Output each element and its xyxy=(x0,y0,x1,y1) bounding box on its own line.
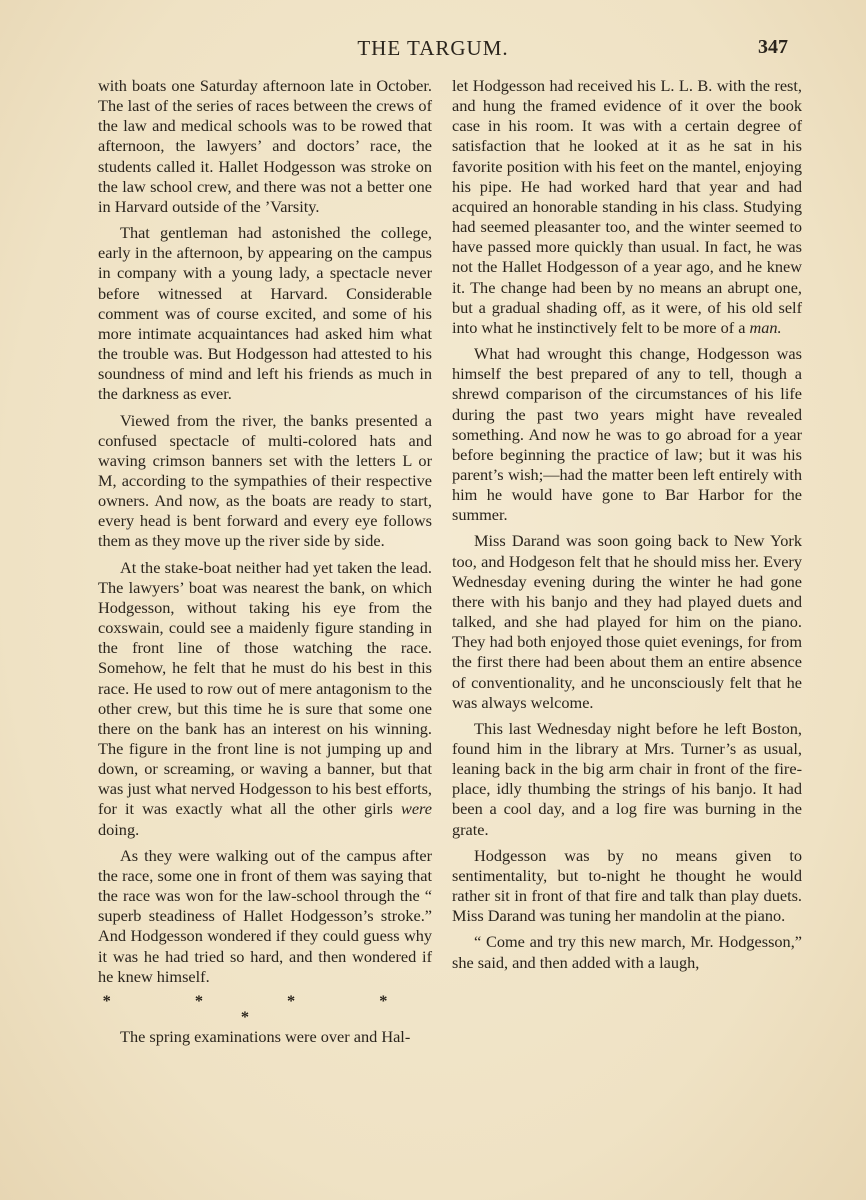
paragraph: Viewed from the river, the banks presented a confused spectacle of multi-colored hats and waving crimson banners set with the letters L or M, according to the sympathies of their respective owners. And now, as the boats are ready to start, every head is bent forward and every eye follows them as they move up the river side by side. xyxy=(98,410,432,551)
italic-word: were xyxy=(400,799,432,819)
paragraph-text: doing. xyxy=(98,819,140,839)
journal-title: THE TARGUM. xyxy=(357,36,509,60)
paragraph: with boats one Saturday afternoon late in October. The last of the series of races between the crews of the law and medical schools was to be rowed that afternoon, the lawyers’ and doctors’ race, the students called it. Hallet Hodgesson was stroke on the law school crew, and there was not a better one in Harvard outside of the ’Varsity. xyxy=(98,76,432,216)
page-number: 347 xyxy=(758,36,788,58)
left-column xyxy=(98,76,432,1053)
running-head xyxy=(0,36,866,66)
paragraph: That gentleman had astonished the college, early in the afternoon, by appearing on the campus in company with a young lady, a spectacle never before witnessed at Harvard. Considerable comment was of course excited, and some of his more intimate acquaintances had asked him what the trouble was. But Hodgesson had attested to his soundness of mind and left his friends as much in the darkness as ever. xyxy=(98,223,432,404)
paragraph xyxy=(452,76,802,338)
paragraph: What had wrought this change, Hodgesson was himself the best prepared of any to tell, though a shrewd comparison of the circumstances of his life during the past two years might have revealed something. And now he was to go abroad for a year before beginning the practice of law; but it was his parent’s wish;—had the matter been left entirely with him he would have gone to Bar Harbor for the summer. xyxy=(452,344,802,525)
paragraph: This last Wednesday night before he left Boston, found him in the library at Mrs. Turner’s as usual, leaning back in the big arm chair in front of the fire-place, idly thumbing the strings of his banjo. It had been a cool day, and a log fire was burning in the grate. xyxy=(452,718,802,839)
italic-word: man. xyxy=(749,317,782,337)
paragraph: The spring examinations were over and Hal- xyxy=(120,1026,411,1046)
paragraph: Hodgesson was by no means given to sentimentality, but to-night he thought he would rather sit in front of that fire and talk than play duets. Miss Darand was tuning her mandolin at the piano. xyxy=(452,845,802,926)
paragraph: “ Come and try this new march, Mr. Hodgesson,” she said, and then added with a laugh, xyxy=(452,932,802,972)
paragraph xyxy=(98,558,432,840)
paragraph: Miss Darand was soon going back to New York too, and Hodgeson felt that he should miss her. Every Wednesday evening during the winter he had gone there with his banjo and they had played duets and talked, and she had played for him on the piano. They had both enjoyed those quiet evenings, for from the first there had been about them an entire absence of conventionality, and he unconsciously felt that he was always welcome. xyxy=(452,531,802,712)
paragraph-text: At the stake-boat neither had yet taken the lead. The lawyers’ boat was nearest the bank, on which Hodgesson, without taking his eye from the coxswain, could see a maidenly figure standing in the front line of those watching the race. Somehow, he felt that he must do his best in this race. He used to row out of mere antagonism to the other crew, but this time he is sure that some one there on the bank has an interest on his winning. The figure in the front line is not jumping up and down, or screaming, or waving a banner, but that was just what nerved Hodgesson to his best efforts, for it was exactly what all the other girls xyxy=(98,557,432,819)
paragraph: As they were walking out of the campus after the race, some one in front of them was saying that the race was won for the law-school through the “ superb steadiness of Hallet Hodgesson’s stroke.” And Hodgesson wondered if they could guess why it was he had tried so hard, and then wondered if he knew himself. xyxy=(98,845,432,986)
section-break-asterisks: * * * * * xyxy=(102,990,428,1026)
paragraph-text: let Hodgesson had received his L. L. B. with the rest, and hung the framed evidence of it over the book case in his room. It was with a certain degree of satisfaction that he looked at it as he sat in his favorite position with his feet on the mantel, enjoying his pipe. He had worked hard that year and had acquired an honorable standing in his class. Studying had seemed pleasanter too, and the winter seemed to have passed more quickly than usual. In fact, he was not the Hallet Hodgesson of a year ago, and he knew it. The change had been by no means an abrupt one, but a gradual shading off, as it were, of his old self into what he instinctively felt to be more of a xyxy=(452,76,802,337)
right-column xyxy=(452,76,802,979)
